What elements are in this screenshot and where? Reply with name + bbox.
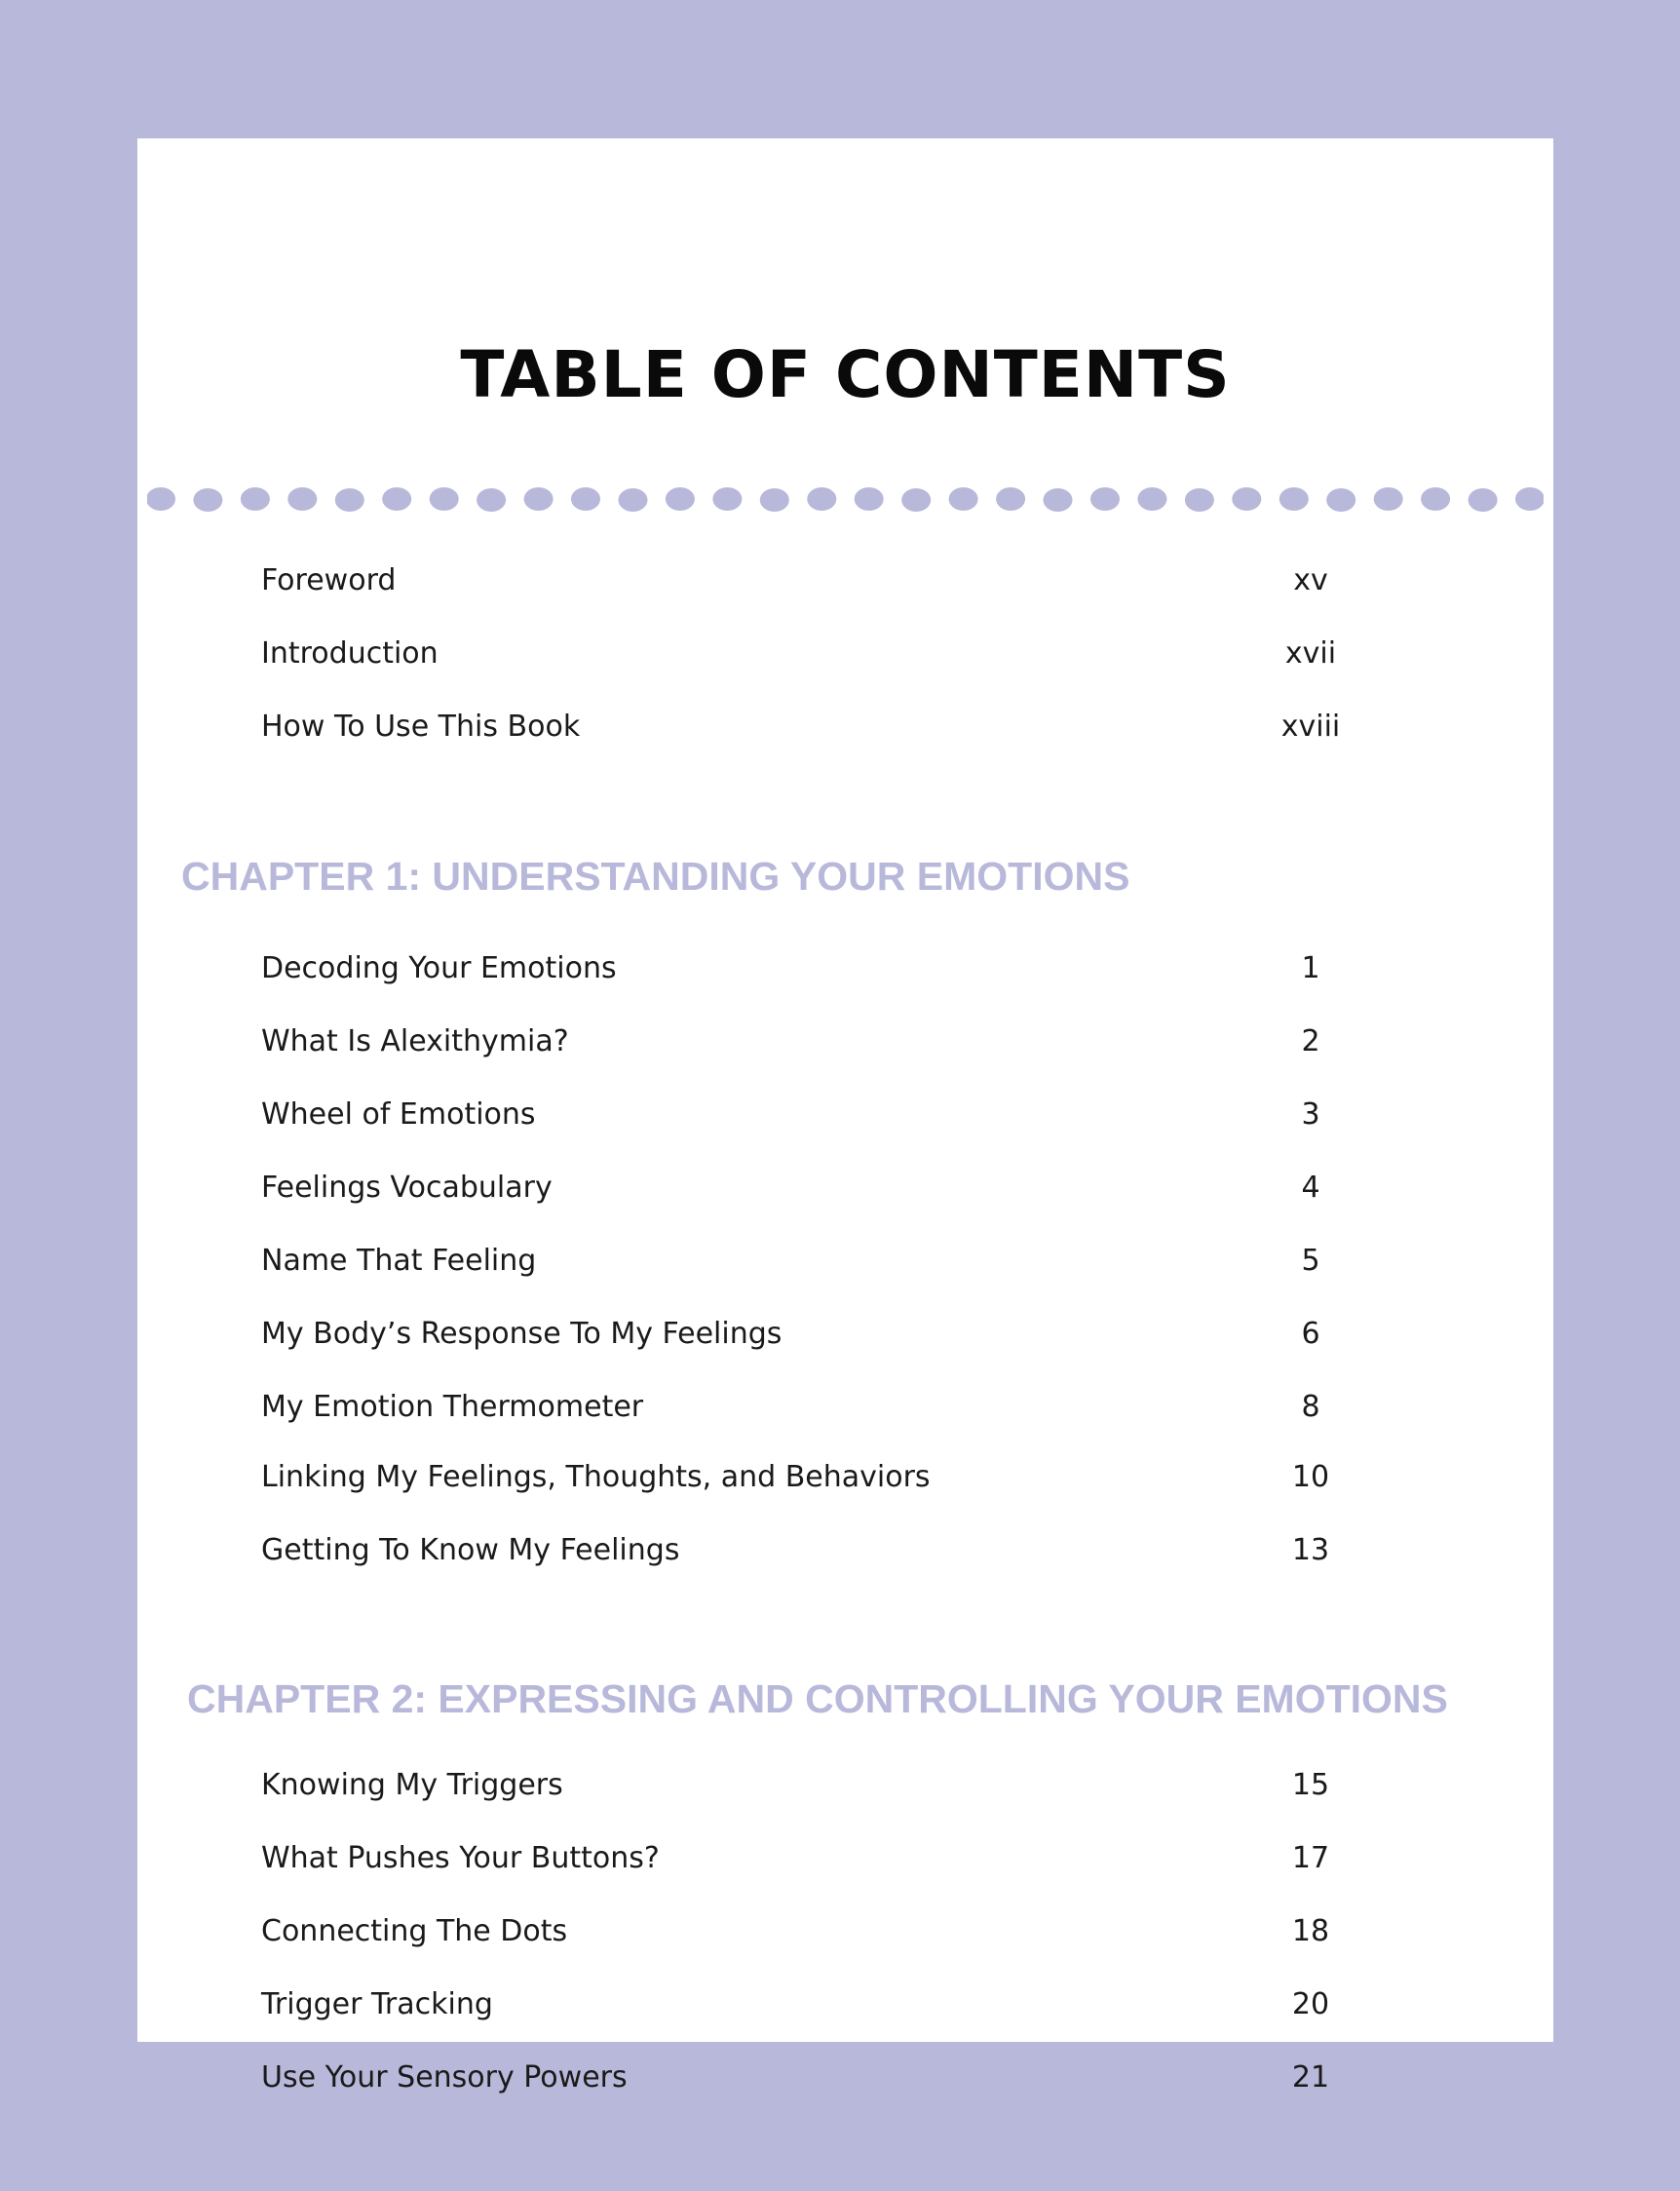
divider-dot — [335, 488, 364, 512]
page-title: TABLE OF CONTENTS — [460, 337, 1231, 412]
toc-entry-page: 6 — [1301, 1317, 1320, 1351]
toc-entry-page: 3 — [1301, 1097, 1320, 1132]
divider-dot — [901, 488, 931, 512]
toc-entry-label: What Pushes Your Buttons? — [261, 1841, 660, 1875]
toc-entry-label: Knowing My Triggers — [261, 1768, 563, 1802]
toc-entry-page: 18 — [1291, 1914, 1330, 1948]
toc-entry-label: My Body’s Response To My Feelings — [261, 1317, 783, 1351]
toc-entry[interactable] — [261, 1839, 1547, 1878]
divider-dot — [1515, 487, 1544, 511]
chapter-2-heading: CHAPTER 2: EXPRESSING AND CONTROLLING YOUR EMOTIONS — [187, 1676, 1448, 1721]
toc-entry-page: 2 — [1301, 1024, 1320, 1058]
toc-entry-label: How To Use This Book — [261, 710, 581, 744]
divider-dot — [619, 488, 648, 512]
toc-entry-page: 21 — [1291, 2060, 1330, 2095]
divider-dot — [287, 487, 317, 511]
toc-entry[interactable] — [261, 1022, 1547, 1061]
divider-dot — [996, 487, 1025, 511]
toc-entry-page: xv — [1293, 563, 1328, 597]
toc-entry-label: Trigger Tracking — [261, 1987, 493, 2021]
toc-entry-page: xviii — [1280, 710, 1341, 744]
toc-entry[interactable] — [261, 1458, 1547, 1497]
toc-entry-page: 20 — [1291, 1987, 1330, 2021]
divider-dot — [1090, 487, 1120, 511]
toc-entry[interactable] — [261, 1531, 1547, 1570]
toc-entry-foreword[interactable] — [261, 561, 1547, 600]
toc-entry-label: Wheel of Emotions — [261, 1097, 536, 1132]
toc-entry-label: Foreword — [261, 563, 397, 597]
toc-entry-page: 8 — [1301, 1390, 1320, 1424]
divider-dot — [1374, 487, 1403, 511]
divider-dot — [760, 488, 789, 512]
toc-entry-label: Connecting The Dots — [261, 1914, 568, 1948]
toc-entry-label: Name That Feeling — [261, 1244, 537, 1278]
divider-dot — [524, 487, 554, 511]
divider-dot — [1421, 487, 1450, 511]
toc-entry-label: Use Your Sensory Powers — [261, 2060, 628, 2095]
toc-entry[interactable] — [261, 1096, 1547, 1134]
divider-dot — [1326, 488, 1355, 512]
toc-entry-label: Feelings Vocabulary — [261, 1171, 553, 1205]
toc-page — [137, 138, 1553, 2095]
divider-dot — [1137, 487, 1166, 511]
divider-dot — [382, 487, 411, 511]
toc-entry-page: 10 — [1291, 1460, 1330, 1494]
chapter-1-heading: CHAPTER 1: UNDERSTANDING YOUR EMOTIONS — [181, 854, 1130, 899]
toc-entry-label: My Emotion Thermometer — [261, 1390, 644, 1424]
divider-dot — [430, 487, 459, 511]
divider-dot — [1279, 487, 1309, 511]
divider-dot — [1469, 488, 1498, 512]
divider-dot — [949, 487, 978, 511]
toc-entry[interactable] — [261, 1242, 1547, 1281]
divider-dot — [1185, 488, 1214, 512]
divider-dot — [477, 488, 506, 512]
divider-dot — [807, 487, 836, 511]
toc-entry-page: 4 — [1301, 1171, 1320, 1205]
divider-dot — [193, 488, 222, 512]
divider-dot — [571, 487, 600, 511]
toc-entry[interactable] — [261, 1315, 1547, 1354]
divider-dot — [855, 487, 884, 511]
toc-entry[interactable] — [261, 1912, 1547, 1951]
toc-entry-introduction[interactable] — [261, 634, 1547, 673]
toc-entry-label: Getting To Know My Feelings — [261, 1533, 680, 1567]
toc-entry-page: xvii — [1284, 636, 1337, 671]
toc-entry-page: 15 — [1291, 1768, 1330, 1802]
toc-entry[interactable] — [261, 1766, 1547, 1805]
toc-entry-label: Decoding Your Emotions — [261, 951, 617, 985]
toc-entry-label: What Is Alexithymia? — [261, 1024, 569, 1058]
toc-entry-page: 5 — [1301, 1244, 1320, 1278]
toc-entry-page: 13 — [1291, 1533, 1330, 1567]
dotted-divider — [147, 484, 1544, 514]
toc-entry[interactable] — [261, 2058, 1547, 2097]
divider-dot — [147, 487, 175, 511]
toc-entry-label: Linking My Feelings, Thoughts, and Behaviors — [261, 1460, 931, 1494]
toc-entry-page: 17 — [1291, 1841, 1330, 1875]
toc-entry-how-to-use[interactable] — [261, 708, 1547, 747]
divider-dot — [1232, 487, 1261, 511]
toc-entry[interactable] — [261, 1985, 1547, 2024]
toc-entry[interactable] — [261, 1169, 1547, 1208]
divider-dot — [241, 487, 270, 511]
divider-dot — [666, 487, 695, 511]
toc-entry[interactable] — [261, 1388, 1547, 1427]
toc-entry-label: Introduction — [261, 636, 439, 671]
divider-dot — [712, 487, 742, 511]
toc-entry-page: 1 — [1301, 951, 1320, 985]
toc-entry[interactable] — [261, 949, 1547, 988]
divider-dot — [1044, 488, 1073, 512]
